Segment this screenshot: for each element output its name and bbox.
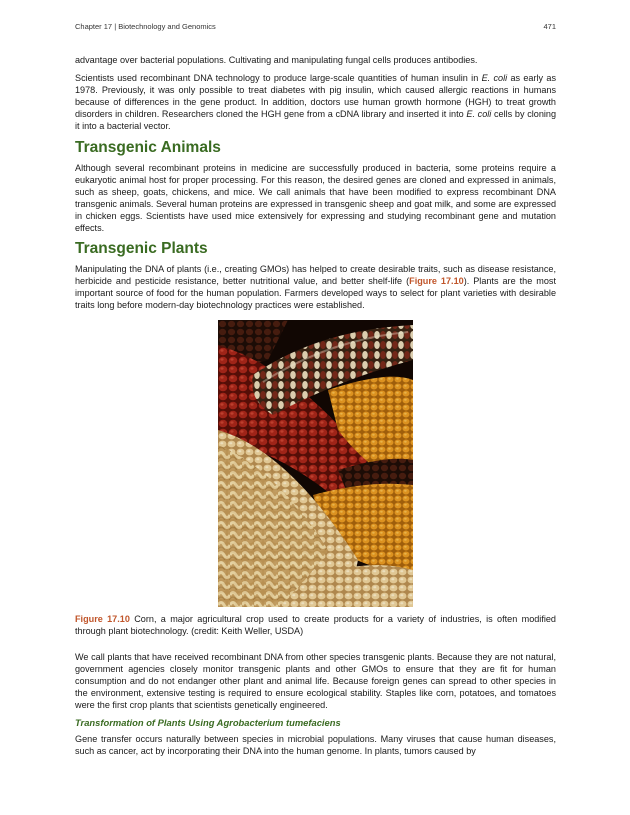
heading-transformation: Transformation of Plants Using Agrobacterium tumefaciens [75,717,341,729]
species-name: E. coli [466,109,492,120]
corn-figure [218,320,413,607]
text-run: as early as 1978. Previously, it was only possible to treat diabetes with pig insulin, which caused allergic reactions in humans because of differences in the gene product. In addition, doctors use human growth hormone (HGH) to treat growth disorders in children. Researchers cloned the HGH gene from a cDNA library and inserted it into [75,73,557,120]
figure-caption [75,613,556,637]
figure-label: Figure 17.10 [75,613,130,624]
paragraph-animals: Although several recombinant proteins in medicine are successfully produced in bacteria, some proteins require a eukaryotic animal host for proper processing. For this reason, the desired genes are cloned and expressed in animals, such as sheep, goats, chickens, and mice. We call animals that have been modified to express recombinant DNA transgenic animals. Several human proteins are expressed in transgenic sheep and goat milk, and some are expressed in chicken eggs. Scientists have used mice extensively for expressing and studying recombinant gene and mutation effects. [75,162,556,234]
paragraph-insulin [75,72,556,132]
species-name: E. coli [481,73,508,84]
corn-photo [218,320,413,607]
paragraph-plants [75,263,556,311]
caption-text: Corn, a major agricultural crop used to create products for a variety of industries, is often modified through plant biotechnology. (credit: Keith Weller, USDA) [75,613,556,636]
paragraph-transgenic-plants: We call plants that have received recombinant DNA from other species transgenic plants. Because they are not natural, government agencies closely monitor transgenic plants and other GMOs to ensure that they are fit for human consumption and do not endanger other plant and animal life. Because foreign genes can spread to other species in the environment, extensive testing is required to ensure ecological stability. Staples like corn, potatoes, and tomatoes were the first crop plants that scientists genetically engineered. [75,651,556,711]
heading-transgenic-plants: Transgenic Plants [75,240,208,258]
running-header [75,22,556,36]
text-run: ). Plants are the most important source of food for the human population. Farmers developed ways to select for plant varieties with desirable traits long before modern-day biotechnology practices were established. [75,276,556,311]
chapter-title: Chapter 17 | Biotechnology and Genomics [75,22,216,31]
main-content [75,54,556,763]
text-run: Manipulating the DNA of plants (i.e., creating GMOs) has helped to create desirable traits, such as disease resistance, herbicide and pesticide resistance, better nutritional value, and better shelf-life ( [75,264,556,287]
heading-transgenic-animals: Transgenic Animals [75,138,221,156]
figure-link[interactable]: Figure 17.10 [409,276,464,287]
page-number: 471 [543,22,556,31]
text-run: cells by cloning it into a bacterial vector. [75,109,557,132]
text-run: Scientists used recombinant DNA technology to produce large-scale quantities of human insulin in [75,73,482,84]
paragraph-gene-transfer: Gene transfer occurs naturally between species in microbial populations. Many viruses that cause human diseases, such as cancer, act by incorporating their DNA into the human genome. In plants, tumors caused by [75,734,556,757]
paragraph-fungal: advantage over bacterial populations. Cultivating and manipulating fungal cells produces antibodies. [75,55,478,65]
